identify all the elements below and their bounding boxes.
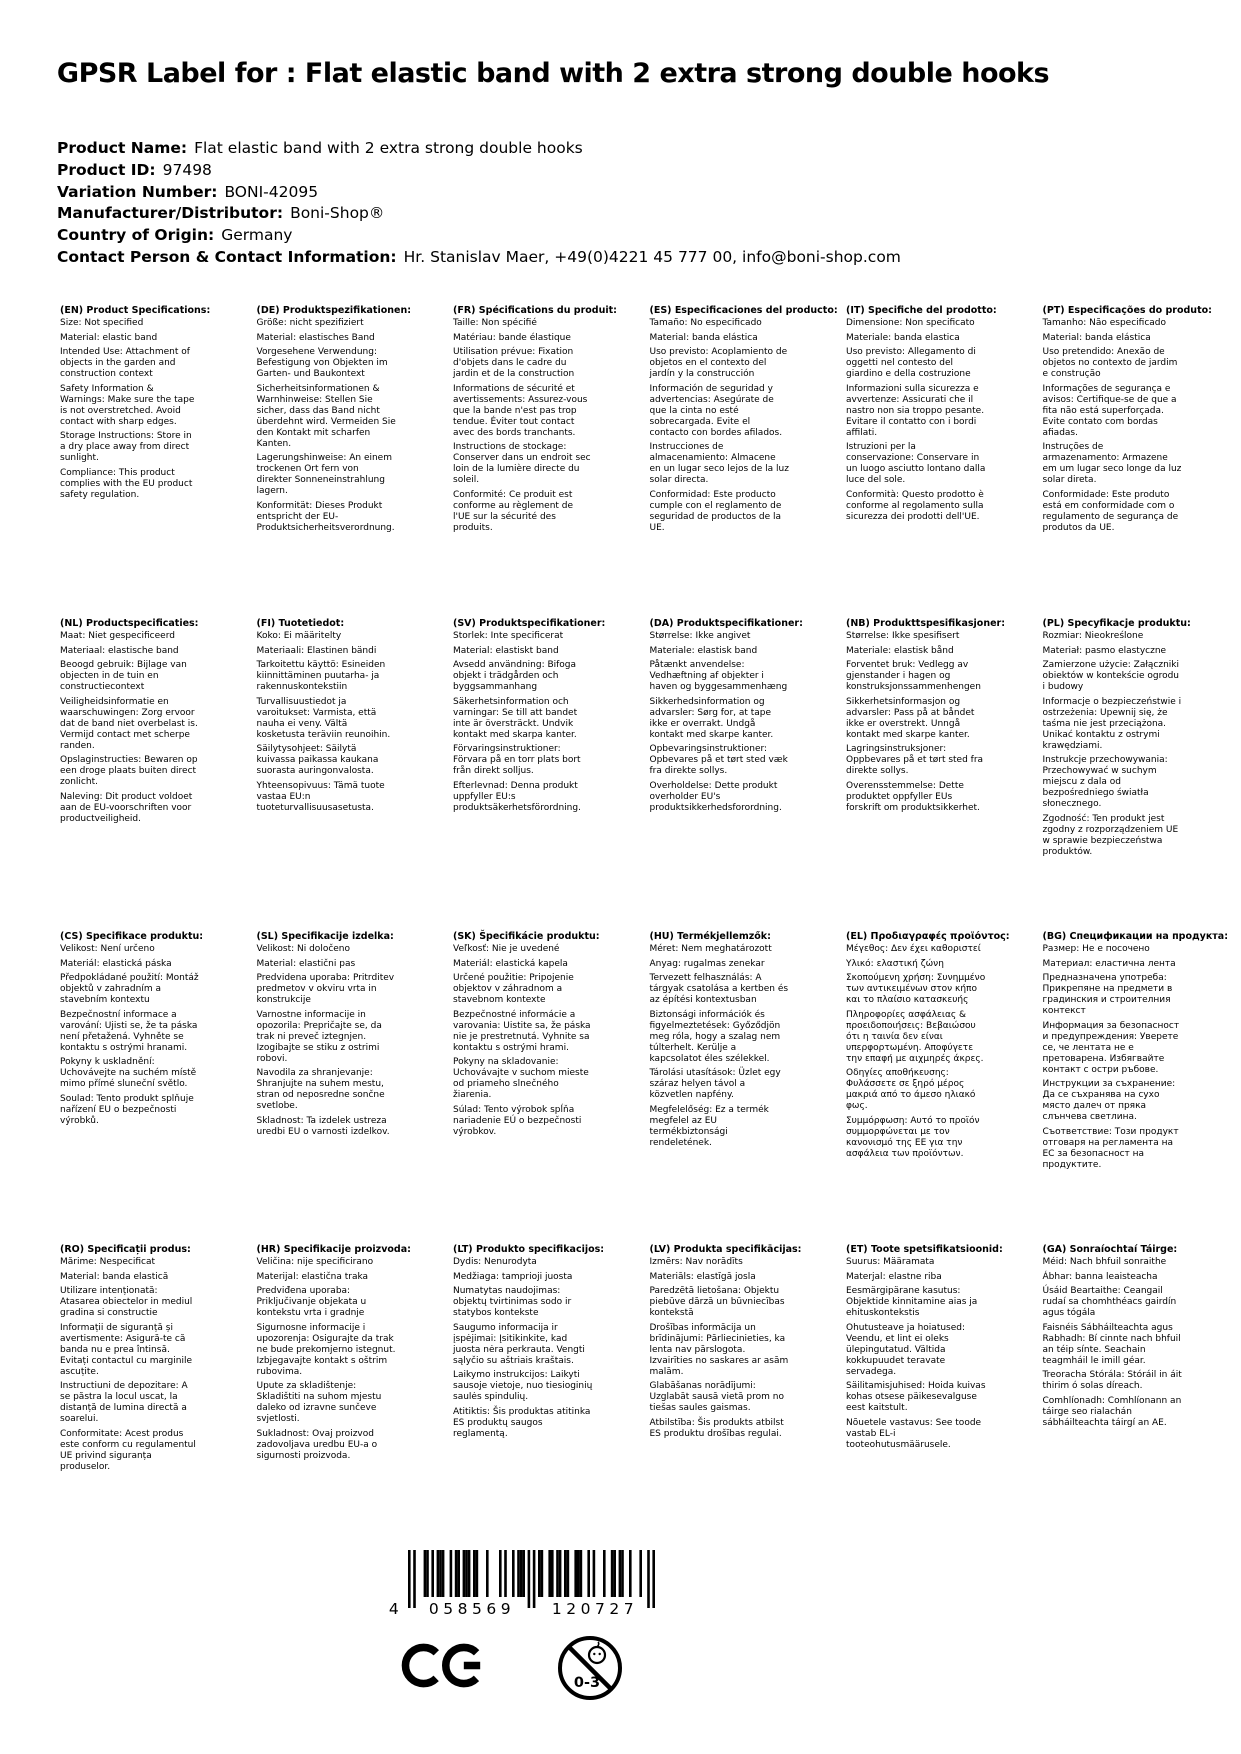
spec-paragraph: Matériau: bande élastique [453,332,571,343]
ean-barcode-svg [388,1550,660,1620]
spec-paragraph: Informações de segurança e avisos: Certifique-se de que a fita não está superforçada. Evite contato com bordas afiadas. [1042,383,1177,438]
spec-paragraph: Suurus: Määramata [846,1257,935,1267]
spec-paragraph: Súlad: Tento výrobok spĺňa nariadenie EÚ o bezpečnosti výrobkov. [453,1104,582,1137]
spec-block [257,618,454,931]
spec-paragraph: Nõuetele vastavus: See toode vastab EL-i tooteohutusmäärusele. [846,1417,982,1450]
spec-paragraph: Uso previsto: Allegamento di oggetti nel contesto del giardino e della costruzione [846,347,976,379]
spec-block [1043,618,1240,931]
svg-text:058569: 058569 [428,1600,516,1618]
spec-paragraph: Drošības informācija un brīdinājumi: Pārliecinieties, ka lenta nav pārslogota. Izvairīties no saskares ar asām malām. [649,1322,789,1377]
spec-paragraph: Material: elastični pas [256,958,356,969]
spec-paragraph: Veiligheidsinformatie en waarschuwingen: Zorg ervoor dat de band niet overbelast is. Vermijd contact met scherpe randen. [60,696,198,751]
spec-paragraph: Velikost: Není určeno [60,944,155,954]
spec-paragraph: Tarkoitettu käyttö: Esineiden kiinnittäminen puutarha- ja rakennuskontekstiin [256,660,386,692]
spec-paragraph: Overensstemmelse: Dette produktet oppfyller EUs forskrift om produktsikkerhet. [846,780,980,813]
spec-block [1043,931,1240,1244]
spec-block-header: (LV) Produkta specifikācijas: [649,1244,802,1255]
spec-paragraph: Numatytas naudojimas: objektų tvirtinimas sodo ir statybos kontekste [453,1286,572,1318]
spec-paragraph: Materiāls: elastīgā josla [649,1271,756,1282]
spec-paragraph: Conformidad: Este producto cumple con el reglamento de seguridad de productos de la UE. [649,489,782,533]
ce-mark-icon [400,1642,484,1693]
spec-block-header: (CS) Specifikace produktu: [60,931,204,942]
spec-paragraph: Tervezett felhasználás: A tárgyak csatolása a kertben és az építési kontextusban [649,973,789,1005]
spec-paragraph: Faisnéis Sábháilteachta agus Rabhadh: Bí cinnte nach bhfuil an téip sínte. Seachain teagmháil le imill géar. [1042,1322,1181,1366]
spec-paragraph: Zamierzone użycie: Załączniki obiektów w kontekście ogrodu i budowy [1042,660,1180,692]
spec-paragraph: Soulad: Tento produkt splňuje nařízení EU o bezpečnosti výrobků. [60,1093,194,1126]
spec-paragraph: Инструкции за съхранение: Да се съхранява на сухо място далеч от пряка слънчева светлина. [1042,1079,1176,1122]
spec-paragraph: Material: banda elastică [60,1271,169,1282]
product-info-label: Product ID: [57,160,156,179]
spec-paragraph: Materiál: elastická kapela [453,958,568,969]
spec-paragraph: Storlek: Inte specificerat [453,631,564,641]
spec-paragraph: Materiale: banda elastica [846,332,960,343]
spec-paragraph: Materiál: elastická páska [60,958,172,969]
spec-block [650,1244,847,1557]
spec-paragraph: Bezpečnostní informace a varování: Ujisti se, že ta páska není přetažená. Vyhněte se kontaktu s ostrými hranami. [60,1009,198,1053]
spec-paragraph: Mărime: Nespecificat [60,1257,155,1267]
spec-paragraph: Intended Use: Attachment of objects in the garden and construction context [60,347,190,379]
product-info-label: Manufacturer/Distributor: [57,204,284,223]
spec-paragraph: Biztonsági információk és figyelmeztetések: Győződjön meg róla, hogy a szalag nem túlterhelt. Kerülje a kapcsolatot éles szélekkel. [649,1009,781,1064]
spec-block-header: (SV) Produktspecifikationer: [453,618,606,629]
spec-block-header: (PT) Especificações do produto: [1042,305,1212,316]
spec-paragraph: Méid: Nach bhfuil sonraithe [1042,1257,1167,1267]
spec-paragraph: Instructiuni de depozitare: A se păstra la locul uscat, la distanță de lumina directă a soarelui. [60,1381,188,1424]
spec-block-header: (NL) Productspecificaties: [60,618,199,629]
spec-block-header: (LT) Produkto specifikacijos: [453,1244,605,1255]
spec-block [257,305,454,618]
spec-block [453,305,650,618]
spec-block-header: (SK) Špecifikácie produktu: [453,931,600,942]
spec-paragraph: Material: elastiskt band [453,645,559,656]
product-info-label: Country of Origin: [57,226,215,245]
spec-paragraph: Materiał: pasmo elastyczne [1042,645,1167,656]
spec-block [453,618,650,931]
spec-paragraph: Tamanho: Não especificado [1042,318,1167,328]
spec-block-header: (ET) Toote spetsifikatsioonid: [846,1244,1003,1255]
spec-paragraph: Säilitamisjuhised: Hoida kuivas kohas otsese päikesevalguse eest kaitstult. [846,1381,986,1413]
spec-paragraph: Conformité: Ce produit est conforme au règlement de l'UE sur la sécurité des produits. [453,489,574,533]
spec-paragraph: Utilisation prévue: Fixation d'objets dans le cadre du jardin et de la construction [453,347,575,379]
spec-block [453,1244,650,1557]
spec-paragraph: Sukladnost: Ovaj proizvod zadovoljava uredbu EU-a o sigurnosti proizvoda. [256,1428,378,1461]
spec-paragraph: Conformidade: Este produto está em conformidade com o regulamento de segurança de produtos da UE. [1042,489,1179,533]
spec-paragraph: Yhteensopivuus: Tämä tuote vastaa EU:n tuoteturvallisuusasetusta. [256,780,385,813]
spec-paragraph: Predvidena uporaba: Pritrditev predmetov v okviru vrta in konstrukcije [256,973,395,1005]
spec-paragraph: Sikkerhedsinformation og advarsler: Sørg for, at tape ikke er overrakt. Undgå kontakt med skarpe kanter. [649,696,774,740]
spec-paragraph: Skladnost: Ta izdelek ustreza uredbi EU o varnosti izdelkov. [256,1115,390,1137]
spec-paragraph: Beoogd gebruik: Bijlage van objecten in de tuin en constructiecontext [60,660,187,692]
spec-paragraph: Материал: еластична лента [1042,958,1176,969]
spec-block-header: (HU) Termékjellemzők: [649,931,771,942]
spec-paragraph: Anyag: rugalmas zenekar [649,958,765,969]
spec-paragraph: Turvallisuustiedot ja varoitukset: Varmista, että nauha ei veny. Vältä kosketusta teräviin reunoihin. [256,696,391,740]
spec-paragraph: Zgodność: Ten produkt jest zgodny z rozporządzeniem UE w sprawie bezpieczeństwa produktów. [1042,813,1179,857]
spec-paragraph: Размер: Не е посочено [1042,944,1150,954]
spec-paragraph: Material: elastisches Band [256,332,375,343]
spec-block-header: (EL) Προδιαγραφές προϊόντος: [846,931,1010,942]
spec-block-header: (DE) Produktspezifikationen: [256,305,412,316]
spec-paragraph: Påtænkt anvendelse: Vedhæftning af objekter i haven og byggesammenhæng [649,660,788,692]
spec-block [1043,305,1240,618]
spec-paragraph: Materiaal: elastische band [60,645,179,656]
spec-block [257,1244,454,1557]
product-info-label: Product Name: [57,139,188,157]
spec-paragraph: Materiale: elastisk bånd [846,645,954,656]
spec-block [846,305,1043,618]
spec-paragraph: Storage Instructions: Store in a dry place away from direct sunlight. [60,431,192,463]
spec-paragraph: Méret: Nem meghatározott [649,944,772,954]
spec-paragraph: Glabāšanas norādījumi: Uzglabāt sausā vietā prom no tiešas saules gaismas. [649,1381,784,1413]
spec-paragraph: Atitiktis: Šis produktas atitinka ES produktų saugos reglamentą. [453,1406,591,1439]
spec-paragraph: Størrelse: Ikke spesifisert [846,631,960,641]
spec-paragraph: Předpokládané použití: Montáž objektů v zahradním a stavebním kontextu [60,973,199,1005]
spec-paragraph: Maat: Niet gespecificeerd [60,631,175,641]
spec-paragraph: Tárolási utasítások: Üzlet egy száraz helyen távol a közvetlen napfény. [649,1068,781,1100]
spec-paragraph: Veličina: nije specificirano [256,1257,374,1267]
spec-paragraph: Materiaali: Elastinen bändi [256,645,377,656]
spec-paragraph: Tamaño: No especificado [649,318,762,328]
spec-paragraph: Comhlíonadh: Comhlíonann an táirge seo rialachán sábháilteachta táirgí an AE. [1042,1395,1182,1428]
spec-paragraph: Materiale: elastisk band [649,645,758,656]
spec-paragraph: Laikymo instrukcijos: Laikyti sausoje vietoje, nuo tiesioginių saulės spindulių. [453,1370,593,1402]
spec-paragraph: Konformität: Dieses Produkt entspricht der EU-Produktsicherheitsverordnung. [256,500,395,533]
spec-block [60,618,257,931]
spec-block-header: (HR) Specifikacije proizvoda: [256,1244,411,1255]
spec-paragraph: Varnostne informacije in opozorila: Prepričajte se, da trak ni preveč iztegnjen. Izogibajte se stiku z ostrimi robovi. [256,1009,382,1064]
spec-paragraph: Säkerhetsinformation och varningar: Se till att bandet inte är översträckt. Undvik kontakt med skarpa kanter. [453,696,578,740]
spec-block-header: (DA) Produktspecifikationer: [649,618,803,629]
spec-paragraph: Megfelelőség: Ez a termék megfelel az EU termékbiztonsági rendeletének. [649,1104,769,1148]
spec-paragraph: Navodila za shranjevanje: Shranjujte na suhem mestu, stran od neposredne sončne svetlobe. [256,1068,385,1111]
spec-paragraph: Efterlevnad: Denna produkt uppfyller EU:s produktsäkerhetsförordning. [453,780,581,813]
spec-paragraph: Informații de siguranță și avertismente: Asigură-te că banda nu e prea întinsă. Evitați contactul cu marginile ascuțite. [60,1322,192,1377]
spec-block-header: (EN) Product Specifications: [60,305,211,316]
spec-paragraph: Forventet bruk: Vedlegg av gjenstander i hagen og konstruksjonssammenhengen [846,660,981,692]
spec-paragraph: Størrelse: Ikke angivet [649,631,751,641]
age-warning-label: 0-3 [573,1675,601,1691]
spec-paragraph: Safety Information & Warnings: Make sure the tape is not overstretched. Avoid contact with sharp edges. [60,383,195,427]
spec-paragraph: Naleving: Dit product voldoet aan de EU-voorschriften voor productveiligheid. [60,791,193,824]
product-info-line [57,203,901,225]
spec-block-header: (PL) Specyfikacje produktu: [1042,618,1191,629]
product-info-value: BONI-42095 [224,182,319,201]
spec-paragraph: Instructions de stockage: Conserver dans un endroit sec loin de la lumière directe du soleil. [453,442,591,485]
spec-paragraph: Taille: Non spécifié [453,318,537,328]
spec-paragraph: Conformità: Questo prodotto è conforme al regolamento sulla sicurezza dei prodotti dell'UE. [846,489,984,522]
spec-paragraph: Förvaringsinstruktioner: Förvara på en torr plats bort från direkt solljus. [453,744,581,776]
spec-paragraph: Material: banda elástica [649,332,758,343]
spec-paragraph: Instruções de armazenamento: Armazene em um lugar seco longe da luz solar direta. [1042,442,1182,485]
spec-paragraph: Pokyny na skladovanie: Uchovávajte v suchom mieste od priameho slnečného žiarenia. [453,1057,589,1100]
spec-paragraph: Información de seguridad y advertencias: Asegúrate de que la cinta no esté sobrecargada. Evite el contacto con bordes afilados. [649,383,783,438]
spec-paragraph: Medžiaga: tamprioji juosta [453,1271,573,1282]
spec-paragraph: Größe: nicht spezifiziert [256,318,364,328]
spec-paragraph: Istruzioni per la conservazione: Conservare in un luogo asciutto lontano dalla luce del sole. [846,442,986,485]
spec-block [650,618,847,931]
spec-paragraph: Bezpečnostné informácie a varovania: Uistite sa, že páska nie je prestretnutá. Vyhnite sa kontaktu s ostrými hrami. [453,1009,591,1053]
spec-block [650,931,847,1244]
spec-grid [60,305,1239,1557]
product-info-line [57,160,901,182]
spec-paragraph: Koko: Ei määritelty [256,631,342,641]
spec-paragraph: Atbilstība: Šis produkts atbilst ES produktu drošības regulai. [649,1417,784,1439]
svg-text:120727: 120727 [551,1600,639,1618]
spec-block-header: (ES) Especificaciones del producto: [649,305,838,316]
spec-paragraph: Οδηγίες αποθήκευσης: Φυλάσσετε σε ξηρό μέρος μακριά από το άμεσο ηλιακό φως. [846,1068,976,1111]
spec-paragraph: Uso pretendido: Anexão de objetos no contexto de jardim e construção [1042,347,1178,379]
spec-block [846,1244,1043,1557]
spec-paragraph: Πληροφορίες ασφάλειας & προειδοποιήσεις: Βεβαιώσου ότι η ταινία δεν είναι υπερφορτωμένη. Αποφύγετε την επαφή με αιχμηρές άκρες. [846,1009,984,1064]
spec-paragraph: Dydis: Nenurodyta [453,1257,537,1267]
spec-paragraph: Velikost: Ni določeno [256,944,351,954]
spec-paragraph: Vorgesehene Verwendung: Befestigung von Objekten im Garten- und Baukontext [256,347,388,379]
spec-paragraph: Informazioni sulla sicurezza e avvertenze: Assicurati che il nastro non sia troppo pesante. Evitare il contatto con i bordi affilati. [846,383,985,438]
spec-block-header: (BG) Спецификации на продукта: [1042,931,1229,942]
product-info-value: Hr. Stanislav Maer, +49(0)4221 45 777 00, info@boni-shop.com [403,247,901,266]
product-info-value: Boni-Shop® [290,204,385,223]
spec-paragraph: Utilizare intenționată: Atasarea obiectelor in mediul gradina si constructie [60,1286,193,1318]
product-info-line [57,182,901,204]
spec-paragraph: Avsedd användning: Bifoga objekt i trädgården och byggsammanhang [453,660,577,692]
spec-paragraph: Σκοπούμενη χρήση: Συνημμένο των αντικειμένων στον κήπο και το πλαίσιο κατασκευής [846,973,986,1005]
spec-paragraph: Opslaginstructies: Bewaren op een droge plaats buiten direct zonlicht. [60,755,198,787]
spec-block-header: (IT) Specifiche del prodotto: [846,305,997,316]
spec-paragraph: Upute za skladištenje: Skladištiti na suhom mjestu daleko od izravne sunčeve svjetlosti. [256,1381,382,1424]
spec-paragraph: Overholdelse: Dette produkt overholder EU's produktsikkerhedsforordning. [649,780,782,813]
spec-block-header: (FR) Spécifications du produit: [453,305,617,316]
spec-paragraph: Instrukcje przechowywania: Przechowywać w suchym miejscu z dala od bezpośredniego światła słonecznego. [1042,755,1168,809]
spec-paragraph: Информация за безопасност и предупреждения: Уверете се, че лентата не е претоварена. Избягвайте контакт с остри ръбове. [1042,1020,1180,1075]
spec-paragraph: Lagerungshinweise: An einem trockenen Ort fern von direkter Sonneneinstrahlung lagern. [256,453,392,496]
svg-text:4: 4 [388,1600,404,1618]
spec-paragraph: Sicherheitsinformationen & Warnhinweise: Stellen Sie sicher, dass das Band nicht überdehnt wird. Vermeiden Sie den Kontakt mit scharfen Kanten. [256,383,396,449]
spec-paragraph: Sigurnosne informacije i upozorenja: Osigurajte da trak ne bude prekomjerno istegnut. Izbjegavajte kontakt s oštrim rubovima. [256,1322,396,1377]
product-info-line [57,225,901,247]
spec-paragraph: Informations de sécurité et avertissements: Assurez-vous que la bande n'est pas trop tendue. Éviter tout contact avec des bords tranchants. [453,383,588,438]
spec-paragraph: Pokyny k uskladnění: Uchovávejte na suchém místě mimo přímé sluneční světlo. [60,1057,197,1089]
product-info-value: Germany [221,226,293,245]
spec-paragraph: Sikkerhetsinformasjon og advarsler: Pass på at båndet ikke er overstrekt. Unngå kontakt med skarpe kanter. [846,696,975,740]
product-info-line [57,138,901,160]
spec-paragraph: Size: Not specified [60,318,144,328]
spec-paragraph: Υλικό: ελαστική ζώνη [846,958,944,969]
spec-paragraph: Veľkosť: Nie je uvedené [453,944,560,954]
spec-paragraph: Compliance: This product complies with the EU product safety regulation. [60,467,193,500]
spec-paragraph: Izmērs: Nav norādīts [649,1257,743,1267]
product-info [57,138,901,269]
spec-paragraph: Lagringsinstruksjoner: Oppbevares på et tørt sted fra direkte sollys. [846,744,984,776]
spec-paragraph: Saugumo informacija ir įspėjimai: Įsitikinkite, kad juosta nėra perkrauta. Vengti sąlyčio su aštriais kraštais. [453,1322,585,1366]
spec-paragraph: Uso previsto: Acoplamiento de objetos en el contexto del jardín y la construcción [649,347,788,379]
ean-barcode [388,1550,660,1624]
spec-block-header: (NB) Produkttspesifikasjoner: [846,618,1006,629]
spec-block [650,305,847,618]
spec-paragraph: Rozmiar: Nieokreślone [1042,631,1144,641]
spec-paragraph: Paredzētā lietošana: Objektu piebūve dārzā un būvniecības kontekstā [649,1286,785,1318]
spec-paragraph: Conformitate: Acest produs este conform cu regulamentul UE privind siguranța produselor. [60,1428,196,1472]
spec-paragraph: Συμμόρφωση: Αυτό το προϊόν συμμορφώνεται με τον κανονισμό της ΕΕ για την ασφάλεια των προϊόντων. [846,1115,980,1159]
product-info-value: Flat elastic band with 2 extra strong double hooks [194,139,583,157]
spec-paragraph: Предназначена употреба: Прикрепяне на предмети в градинския и строителния контекст [1042,973,1173,1016]
product-info-label: Contact Person & Contact Information: [57,247,397,266]
spec-paragraph: Dimensione: Non specificato [846,318,975,328]
product-info-value: 97498 [162,160,212,179]
spec-block [1043,1244,1240,1557]
spec-paragraph: Eesmärgipärane kasutus: Objektide kinnitamine aias ja ehituskontekstis [846,1286,978,1318]
spec-block [60,305,257,618]
spec-paragraph: Ábhar: banna leaisteacha [1042,1271,1158,1282]
spec-paragraph: Predviđena uporaba: Priključivanje objekata u kontekstu vrta i gradnje [256,1286,367,1318]
spec-paragraph: Ohutusteave ja hoiatused: Veendu, et lint ei oleks ülepingutatud. Vältida kokkupuudet teravate servadega. [846,1322,966,1377]
spec-block [60,1244,257,1557]
spec-paragraph: Съответствие: Този продукт отговаря на регламента на ЕС за безопасност на продуктите. [1042,1126,1179,1170]
spec-paragraph: Určené použitie: Pripojenie objektov v záhradnom a stavebnom kontexte [453,973,574,1005]
product-info-label: Variation Number: [57,182,218,201]
spec-paragraph: Materjal: elastne riba [846,1271,942,1282]
spec-block [60,931,257,1244]
spec-block [846,931,1043,1244]
spec-block-header: (FI) Tuotetiedot: [256,618,345,629]
age-warning-0-3-icon [556,1634,624,1706]
spec-paragraph: Material: banda elástica [1042,332,1151,343]
spec-paragraph: Säilytysohjeet: Säilytä kuivassa paikassa kaukana suorasta auringonvalosta. [256,744,379,776]
spec-block-header: (RO) Specificații produs: [60,1244,191,1255]
spec-block-header: (GA) Sonraíochtaí Táirge: [1042,1244,1178,1255]
spec-paragraph: Μέγεθος: Δεν έχει καθοριστεί [846,944,981,954]
spec-paragraph: Informacje o bezpieczeństwie i ostrzeżenia: Upewnij się, że taśma nie jest przeciążona. Unikać kontaktu z ostrymi krawędziami. [1042,696,1182,751]
spec-paragraph: Instrucciones de almacenamiento: Almacene en un lugar seco lejos de la luz solar directa. [649,442,789,485]
product-info-line [57,247,901,269]
page-title: GPSR Label for : Flat elastic band with 2 extra strong double hooks [56,58,1050,89]
spec-block-header: (SL) Specifikacije izdelka: [256,931,394,942]
spec-block [257,931,454,1244]
spec-paragraph: Material: elastic band [60,332,158,343]
spec-paragraph: Úsáid Beartaithe: Ceangail rudaí sa chomhthéacs gairdín agus tógála [1042,1286,1177,1318]
spec-block [846,618,1043,931]
spec-paragraph: Opbevaringsinstruktioner: Opbevares på et tørt sted væk fra direkte sollys. [649,744,788,776]
spec-paragraph: Materijal: elastična traka [256,1271,369,1282]
spec-block [453,931,650,1244]
spec-paragraph: Treoracha Stórála: Stóráil in áit thirim ó solas díreach. [1042,1370,1182,1391]
